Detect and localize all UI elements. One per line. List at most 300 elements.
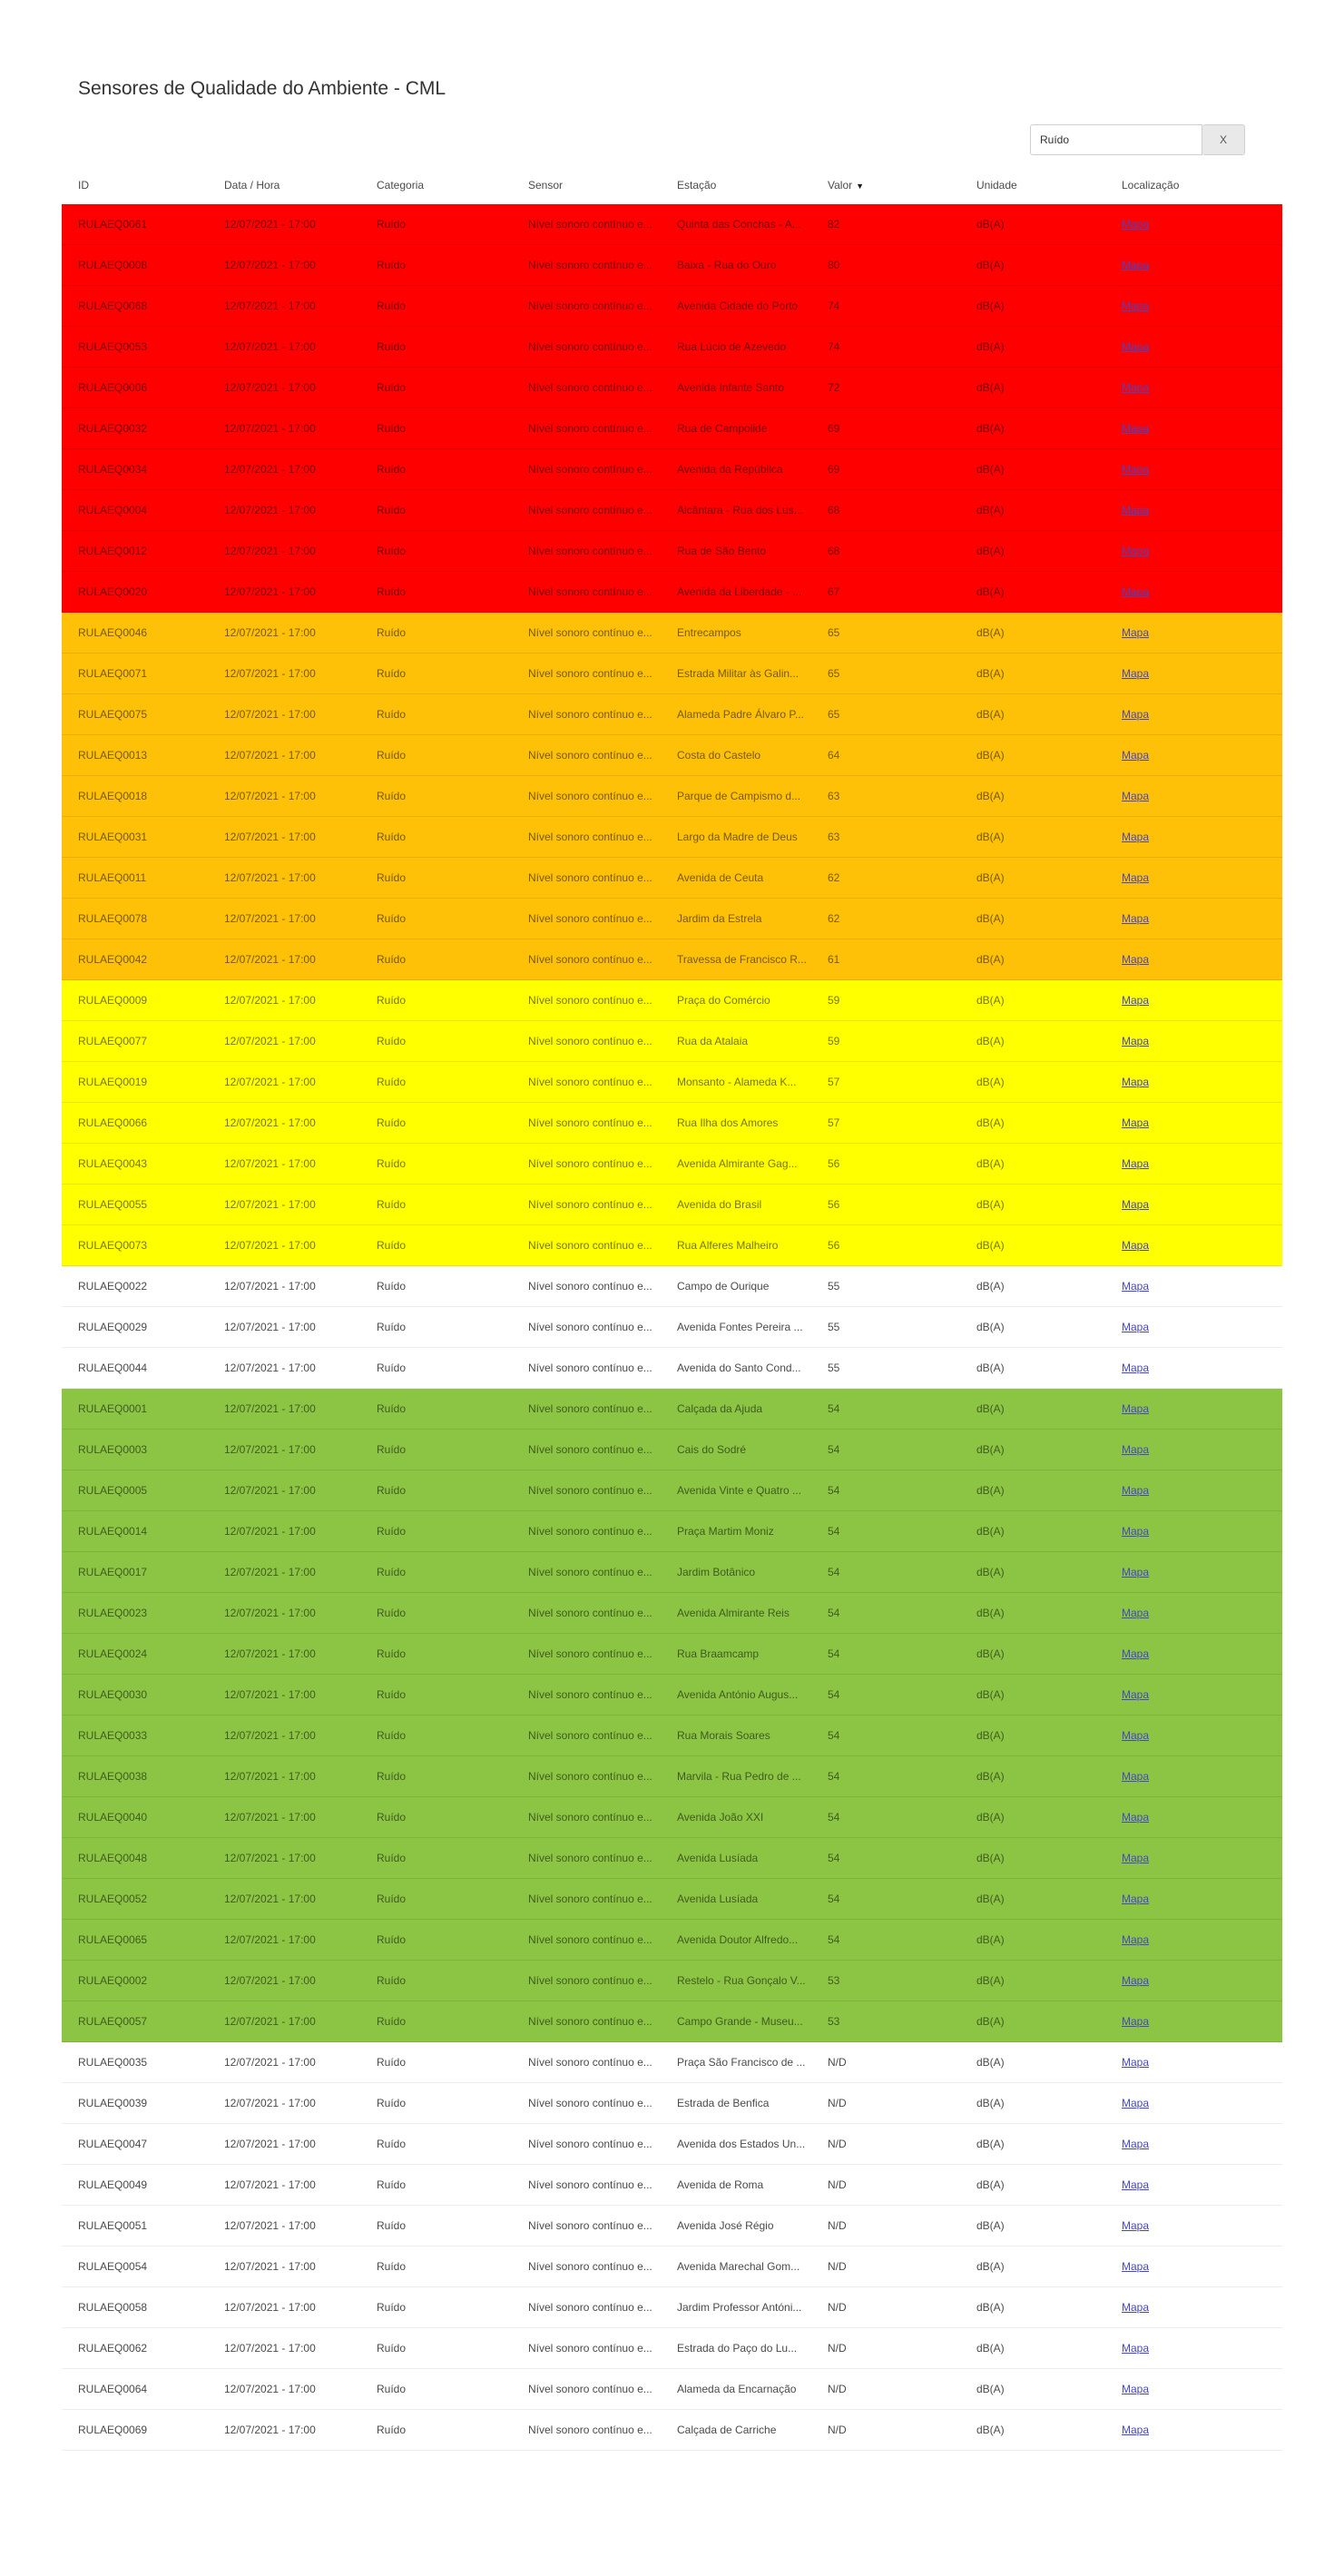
cell-category: Ruído (377, 463, 407, 476)
table-row (62, 1225, 1282, 1266)
cell-unit: dB(A) (976, 1852, 1005, 1864)
cell-datetime: 12/07/2021 - 17:00 (224, 1321, 316, 1333)
column-header-category[interactable]: Categoria (377, 179, 425, 192)
cell-category: Ruído (377, 1116, 407, 1129)
cell-id: RULAEQ0035 (78, 2056, 148, 2069)
map-link[interactable]: Mapa (1122, 1688, 1150, 1701)
cell-datetime: 12/07/2021 - 17:00 (224, 708, 316, 721)
cell-value: 54 (828, 1484, 840, 1497)
cell-category: Ruído (377, 340, 407, 353)
cell-sensor: Nível sonoro contínuo e... (528, 1362, 652, 1374)
cell-value: 62 (828, 912, 840, 925)
cell-category: Ruído (377, 1770, 407, 1783)
cell-sensor: Nível sonoro contínuo e... (528, 1198, 652, 1211)
cell-datetime: 12/07/2021 - 17:00 (224, 1933, 316, 1946)
cell-datetime: 12/07/2021 - 17:00 (224, 340, 316, 353)
cell-sensor: Nível sonoro contínuo e... (528, 708, 652, 721)
table-row (62, 1266, 1282, 1307)
table-row (62, 1552, 1282, 1593)
cell-datetime: 12/07/2021 - 17:00 (224, 545, 316, 557)
cell-unit: dB(A) (976, 1362, 1005, 1374)
cell-sensor: Nível sonoro contínuo e... (528, 1811, 652, 1824)
map-link[interactable]: Mapa (1122, 2178, 1150, 2191)
map-link[interactable]: Mapa (1122, 708, 1150, 721)
cell-unit: dB(A) (976, 381, 1005, 394)
map-link[interactable]: Mapa (1122, 1933, 1150, 1946)
cell-value: N/D (828, 2178, 847, 2191)
cell-value: 55 (828, 1321, 840, 1333)
map-link[interactable]: Mapa (1122, 1770, 1150, 1783)
cell-unit: dB(A) (976, 300, 1005, 312)
cell-station: Avenida Vinte e Quatro ... (677, 1484, 801, 1497)
map-link[interactable]: Mapa (1122, 300, 1150, 312)
cell-id: RULAEQ0032 (78, 422, 148, 435)
table-row (62, 572, 1282, 613)
cell-unit: dB(A) (976, 463, 1005, 476)
cell-category: Ruído (377, 2301, 407, 2314)
cell-sensor: Nível sonoro contínuo e... (528, 1035, 652, 1047)
cell-sensor: Nível sonoro contínuo e... (528, 2138, 652, 2150)
cell-station: Restelo - Rua Gonçalo V... (677, 1974, 806, 1987)
cell-datetime: 12/07/2021 - 17:00 (224, 1525, 316, 1538)
map-link[interactable]: Mapa (1122, 831, 1150, 843)
map-link[interactable]: Mapa (1122, 2342, 1150, 2355)
cell-station: Praça Martim Moniz (677, 1525, 774, 1538)
cell-unit: dB(A) (976, 1443, 1005, 1456)
cell-unit: dB(A) (976, 994, 1005, 1007)
map-link[interactable]: Mapa (1122, 790, 1150, 802)
cell-value: 54 (828, 1729, 840, 1742)
cell-id: RULAEQ0012 (78, 545, 148, 557)
map-link[interactable]: Mapa (1122, 545, 1150, 557)
cell-unit: dB(A) (976, 1688, 1005, 1701)
page (0, 78, 1344, 2451)
map-link[interactable]: Mapa (1122, 2260, 1150, 2273)
column-header-id[interactable]: ID (78, 179, 89, 192)
cell-value: 54 (828, 1566, 840, 1578)
cell-datetime: 12/07/2021 - 17:00 (224, 463, 316, 476)
cell-category: Ruído (377, 1852, 407, 1864)
cell-datetime: 12/07/2021 - 17:00 (224, 1443, 316, 1456)
map-link[interactable]: Mapa (1122, 2056, 1150, 2069)
cell-station: Alameda da Encarnação (677, 2383, 797, 2395)
cell-datetime: 12/07/2021 - 17:00 (224, 1484, 316, 1497)
cell-sensor: Nível sonoro contínuo e... (528, 2097, 652, 2109)
cell-category: Ruído (377, 1362, 407, 1374)
cell-sensor: Nível sonoro contínuo e... (528, 1484, 652, 1497)
cell-unit: dB(A) (976, 2424, 1005, 2436)
cell-station: Avenida do Santo Cond... (677, 1362, 801, 1374)
table-row (62, 327, 1282, 368)
table-row (62, 1470, 1282, 1511)
cell-unit: dB(A) (976, 749, 1005, 762)
cell-unit: dB(A) (976, 1116, 1005, 1129)
cell-id: RULAEQ0053 (78, 340, 148, 353)
sort-descending-icon: ▼ (856, 182, 865, 191)
table-row (62, 408, 1282, 449)
cell-id: RULAEQ0043 (78, 1157, 148, 1170)
cell-unit: dB(A) (976, 1239, 1005, 1252)
map-link[interactable]: Mapa (1122, 2301, 1150, 2314)
cell-category: Ruído (377, 2424, 407, 2436)
column-header-station[interactable]: Estação (677, 179, 717, 192)
cell-category: Ruído (377, 2056, 407, 2069)
map-link[interactable]: Mapa (1122, 1484, 1150, 1497)
column-header-unit[interactable]: Unidade (976, 179, 1017, 192)
cell-id: RULAEQ0002 (78, 1974, 148, 1987)
map-link[interactable]: Mapa (1122, 749, 1150, 762)
map-link[interactable]: Mapa (1122, 871, 1150, 884)
cell-id: RULAEQ0055 (78, 1198, 148, 1211)
cell-id: RULAEQ0023 (78, 1607, 148, 1619)
cell-category: Ruído (377, 585, 407, 598)
cell-station: Avenida Doutor Alfredo... (677, 1933, 799, 1946)
cell-unit: dB(A) (976, 790, 1005, 802)
cell-unit: dB(A) (976, 1811, 1005, 1824)
cell-category: Ruído (377, 2219, 407, 2232)
cell-category: Ruído (377, 259, 407, 271)
cell-unit: dB(A) (976, 2056, 1005, 2069)
table-row (62, 1675, 1282, 1716)
cell-unit: dB(A) (976, 1076, 1005, 1088)
cell-datetime: 12/07/2021 - 17:00 (224, 422, 316, 435)
cell-value: 63 (828, 831, 840, 843)
cell-datetime: 12/07/2021 - 17:00 (224, 2056, 316, 2069)
table-row (62, 1103, 1282, 1144)
cell-sensor: Nível sonoro contínuo e... (528, 259, 652, 271)
cell-datetime: 12/07/2021 - 17:00 (224, 831, 316, 843)
cell-value: 53 (828, 2015, 840, 2028)
cell-value: 54 (828, 1525, 840, 1538)
map-link[interactable]: Mapa (1122, 1811, 1150, 1824)
table-row (62, 1389, 1282, 1430)
map-link[interactable]: Mapa (1122, 953, 1150, 966)
map-link[interactable]: Mapa (1122, 1607, 1150, 1619)
cell-value: 74 (828, 300, 840, 312)
map-link[interactable]: Mapa (1122, 1974, 1150, 1987)
cell-sensor: Nível sonoro contínuo e... (528, 585, 652, 598)
search-box (1030, 124, 1245, 155)
cell-datetime: 12/07/2021 - 17:00 (224, 259, 316, 271)
cell-value: 56 (828, 1198, 840, 1211)
cell-value: 54 (828, 1933, 840, 1946)
table-row (62, 286, 1282, 327)
cell-station: Estrada de Benfica (677, 2097, 770, 2109)
map-link[interactable]: Mapa (1122, 1280, 1150, 1293)
map-link[interactable]: Mapa (1122, 2138, 1150, 2150)
cell-value: 74 (828, 340, 840, 353)
table-row (62, 1062, 1282, 1103)
cell-unit: dB(A) (976, 218, 1005, 231)
cell-datetime: 12/07/2021 - 17:00 (224, 1811, 316, 1824)
cell-datetime: 12/07/2021 - 17:00 (224, 953, 316, 966)
cell-station: Avenida Lusíada (677, 1893, 759, 1905)
cell-id: RULAEQ0062 (78, 2342, 148, 2355)
cell-station: Parque de Campismo d... (677, 790, 801, 802)
cell-id: RULAEQ0049 (78, 2178, 148, 2191)
map-link[interactable]: Mapa (1122, 626, 1150, 639)
cell-datetime: 12/07/2021 - 17:00 (224, 1770, 316, 1783)
cell-category: Ruído (377, 381, 407, 394)
cell-category: Ruído (377, 2383, 407, 2395)
cell-datetime: 12/07/2021 - 17:00 (224, 1280, 316, 1293)
map-link[interactable]: Mapa (1122, 667, 1150, 680)
cell-value: 56 (828, 1239, 840, 1252)
cell-id: RULAEQ0011 (78, 871, 147, 884)
cell-id: RULAEQ0061 (78, 218, 148, 231)
cell-datetime: 12/07/2021 - 17:00 (224, 749, 316, 762)
table-row (62, 1144, 1282, 1185)
cell-datetime: 12/07/2021 - 17:00 (224, 2178, 316, 2191)
map-link[interactable]: Mapa (1122, 2097, 1150, 2109)
cell-value: 69 (828, 422, 840, 435)
cell-id: RULAEQ0020 (78, 585, 148, 598)
cell-unit: dB(A) (976, 1607, 1005, 1619)
cell-sensor: Nível sonoro contínuo e... (528, 1076, 652, 1088)
cell-category: Ruído (377, 1443, 407, 1456)
map-link[interactable]: Mapa (1122, 1157, 1150, 1170)
map-link[interactable]: Mapa (1122, 1566, 1150, 1578)
cell-sensor: Nível sonoro contínuo e... (528, 749, 652, 762)
cell-station: Rua Ilha dos Amores (677, 1116, 779, 1129)
cell-value: 67 (828, 585, 840, 598)
cell-value: N/D (828, 2219, 847, 2232)
cell-sensor: Nível sonoro contínuo e... (528, 2260, 652, 2273)
table-row (62, 1185, 1282, 1225)
cell-id: RULAEQ0065 (78, 1933, 148, 1946)
table-row (62, 2165, 1282, 2206)
cell-id: RULAEQ0029 (78, 1321, 148, 1333)
table-row (62, 2369, 1282, 2410)
cell-category: Ruído (377, 1647, 407, 1660)
cell-sensor: Nível sonoro contínuo e... (528, 2056, 652, 2069)
map-link[interactable]: Mapa (1122, 1443, 1150, 1456)
cell-station: Jardim Professor Antóni... (677, 2301, 802, 2314)
cell-station: Baixa - Rua do Ouro (677, 259, 777, 271)
cell-category: Ruído (377, 1607, 407, 1619)
cell-datetime: 12/07/2021 - 17:00 (224, 1116, 316, 1129)
cell-value: 65 (828, 708, 840, 721)
cell-id: RULAEQ0017 (78, 1566, 148, 1578)
table-row (62, 490, 1282, 531)
cell-unit: dB(A) (976, 422, 1005, 435)
table-row (62, 531, 1282, 572)
cell-datetime: 12/07/2021 - 17:00 (224, 1688, 316, 1701)
map-link[interactable]: Mapa (1122, 463, 1150, 476)
cell-unit: dB(A) (976, 1566, 1005, 1578)
map-link[interactable]: Mapa (1122, 259, 1150, 271)
cell-sensor: Nível sonoro contínuo e... (528, 831, 652, 843)
cell-sensor: Nível sonoro contínuo e... (528, 2015, 652, 2028)
map-link[interactable]: Mapa (1122, 912, 1150, 925)
map-link[interactable]: Mapa (1122, 1729, 1150, 1742)
map-link[interactable]: Mapa (1122, 1893, 1150, 1905)
cell-station: Calçada da Ajuda (677, 1402, 763, 1415)
cell-unit: dB(A) (976, 1198, 1005, 1211)
cell-unit: dB(A) (976, 1770, 1005, 1783)
search-input[interactable] (1030, 124, 1202, 155)
cell-value: 80 (828, 259, 840, 271)
cell-value: 56 (828, 1157, 840, 1170)
map-link[interactable]: Mapa (1122, 2219, 1150, 2232)
cell-unit: dB(A) (976, 871, 1005, 884)
column-header-value[interactable] (811, 179, 960, 192)
map-link[interactable]: Mapa (1122, 1076, 1150, 1088)
cell-id: RULAEQ0068 (78, 300, 148, 312)
cell-sensor: Nível sonoro contínuo e... (528, 463, 652, 476)
cell-station: Campo Grande - Museu... (677, 2015, 803, 2028)
table-row (62, 776, 1282, 817)
cell-category: Ruído (377, 1729, 407, 1742)
map-link[interactable]: Mapa (1122, 1362, 1150, 1374)
cell-datetime: 12/07/2021 - 17:00 (224, 1974, 316, 1987)
cell-datetime: 12/07/2021 - 17:00 (224, 667, 316, 680)
cell-value: 53 (828, 1974, 840, 1987)
cell-station: Avenida Fontes Pereira ... (677, 1321, 803, 1333)
cell-datetime: 12/07/2021 - 17:00 (224, 504, 316, 516)
cell-sensor: Nível sonoro contínuo e... (528, 626, 652, 639)
cell-id: RULAEQ0047 (78, 2138, 148, 2150)
cell-id: RULAEQ0066 (78, 1116, 148, 1129)
cell-station: Avenida Marechal Gom... (677, 2260, 800, 2273)
cell-unit: dB(A) (976, 2015, 1005, 2028)
table-row (62, 2410, 1282, 2451)
cell-unit: dB(A) (976, 1729, 1005, 1742)
cell-datetime: 12/07/2021 - 17:00 (224, 585, 316, 598)
cell-sensor: Nível sonoro contínuo e... (528, 340, 652, 353)
table-row (62, 694, 1282, 735)
cell-category: Ruído (377, 1688, 407, 1701)
cell-unit: dB(A) (976, 2342, 1005, 2355)
cell-datetime: 12/07/2021 - 17:00 (224, 300, 316, 312)
table-row (62, 1511, 1282, 1552)
cell-unit: dB(A) (976, 1035, 1005, 1047)
cell-id: RULAEQ0069 (78, 2424, 148, 2436)
table-row (62, 204, 1282, 245)
map-link[interactable]: Mapa (1122, 504, 1150, 516)
cell-station: Campo de Ourique (677, 1280, 770, 1293)
column-header-sensor[interactable]: Sensor (528, 179, 564, 192)
cell-sensor: Nível sonoro contínuo e... (528, 2342, 652, 2355)
cell-datetime: 12/07/2021 - 17:00 (224, 1035, 316, 1047)
table-row (62, 2001, 1282, 2042)
map-link[interactable]: Mapa (1122, 2015, 1150, 2028)
map-link[interactable]: Mapa (1122, 1239, 1150, 1252)
cell-value: 55 (828, 1280, 840, 1293)
table-row (62, 2328, 1282, 2369)
cell-datetime: 12/07/2021 - 17:00 (224, 1198, 316, 1211)
cell-sensor: Nível sonoro contínuo e... (528, 1852, 652, 1864)
map-link[interactable]: Mapa (1122, 1852, 1150, 1864)
cell-unit: dB(A) (976, 708, 1005, 721)
cell-station: Estrada Militar às Galin... (677, 667, 800, 680)
cell-value: 63 (828, 790, 840, 802)
cell-id: RULAEQ0004 (78, 504, 148, 516)
cell-datetime: 12/07/2021 - 17:00 (224, 2260, 316, 2273)
cell-id: RULAEQ0030 (78, 1688, 148, 1701)
cell-unit: dB(A) (976, 1974, 1005, 1987)
cell-station: Avenida de Ceuta (677, 871, 764, 884)
map-link[interactable]: Mapa (1122, 1525, 1150, 1538)
cell-datetime: 12/07/2021 - 17:00 (224, 2342, 316, 2355)
cell-datetime: 12/07/2021 - 17:00 (224, 626, 316, 639)
column-header-value-label: Valor (828, 179, 853, 192)
table-row (62, 2083, 1282, 2124)
cell-station: Costa do Castelo (677, 749, 761, 762)
cell-category: Ruído (377, 1974, 407, 1987)
map-link[interactable]: Mapa (1122, 1321, 1150, 1333)
cell-id: RULAEQ0001 (78, 1402, 148, 1415)
cell-sensor: Nível sonoro contínuo e... (528, 1443, 652, 1456)
map-link[interactable]: Mapa (1122, 994, 1150, 1007)
column-header-location[interactable]: Localização (1122, 179, 1180, 192)
cell-category: Ruído (377, 831, 407, 843)
cell-category: Ruído (377, 2138, 407, 2150)
cell-datetime: 12/07/2021 - 17:00 (224, 1076, 316, 1088)
map-link[interactable]: Mapa (1122, 218, 1150, 231)
cell-category: Ruído (377, 1566, 407, 1578)
cell-id: RULAEQ0040 (78, 1811, 148, 1824)
map-link[interactable]: Mapa (1122, 1198, 1150, 1211)
cell-datetime: 12/07/2021 - 17:00 (224, 1566, 316, 1578)
cell-datetime: 12/07/2021 - 17:00 (224, 2097, 316, 2109)
cell-datetime: 12/07/2021 - 17:00 (224, 1607, 316, 1619)
map-link[interactable]: Mapa (1122, 2424, 1150, 2436)
cell-category: Ruído (377, 1484, 407, 1497)
cell-station: Quinta das Conchas - A... (677, 218, 801, 231)
map-link[interactable]: Mapa (1122, 1035, 1150, 1047)
cell-station: Avenida dos Estados Un... (677, 2138, 806, 2150)
cell-unit: dB(A) (976, 2219, 1005, 2232)
search-clear-button[interactable]: X (1202, 124, 1245, 155)
cell-value: 62 (828, 871, 840, 884)
cell-sensor: Nível sonoro contínuo e... (528, 504, 652, 516)
table-row (62, 449, 1282, 490)
table-row (62, 1797, 1282, 1838)
cell-datetime: 12/07/2021 - 17:00 (224, 790, 316, 802)
map-link[interactable]: Mapa (1122, 1116, 1150, 1129)
map-link[interactable]: Mapa (1122, 1647, 1150, 1660)
table-row (62, 817, 1282, 858)
cell-unit: dB(A) (976, 259, 1005, 271)
map-link[interactable]: Mapa (1122, 2383, 1150, 2395)
table-row (62, 2042, 1282, 2083)
map-link[interactable]: Mapa (1122, 381, 1150, 394)
table-row (62, 2247, 1282, 2287)
column-header-datetime[interactable]: Data / Hora (224, 179, 280, 192)
cell-sensor: Nível sonoro contínuo e... (528, 1893, 652, 1905)
table-row (62, 1920, 1282, 1961)
cell-value: 65 (828, 667, 840, 680)
cell-station: Rua de Campolide (677, 422, 768, 435)
cell-category: Ruído (377, 422, 407, 435)
map-link[interactable]: Mapa (1122, 1402, 1150, 1415)
map-link[interactable]: Mapa (1122, 585, 1150, 598)
map-link[interactable]: Mapa (1122, 422, 1150, 435)
cell-category: Ruído (377, 667, 407, 680)
cell-id: RULAEQ0006 (78, 381, 148, 394)
cell-sensor: Nível sonoro contínuo e... (528, 218, 652, 231)
cell-category: Ruído (377, 1321, 407, 1333)
cell-station: Jardim da Estrela (677, 912, 762, 925)
cell-value: 57 (828, 1076, 840, 1088)
cell-datetime: 12/07/2021 - 17:00 (224, 1852, 316, 1864)
cell-id: RULAEQ0064 (78, 2383, 148, 2395)
cell-datetime: 12/07/2021 - 17:00 (224, 2138, 316, 2150)
cell-datetime: 12/07/2021 - 17:00 (224, 1402, 316, 1415)
cell-sensor: Nível sonoro contínuo e... (528, 2424, 652, 2436)
map-link[interactable]: Mapa (1122, 340, 1150, 353)
